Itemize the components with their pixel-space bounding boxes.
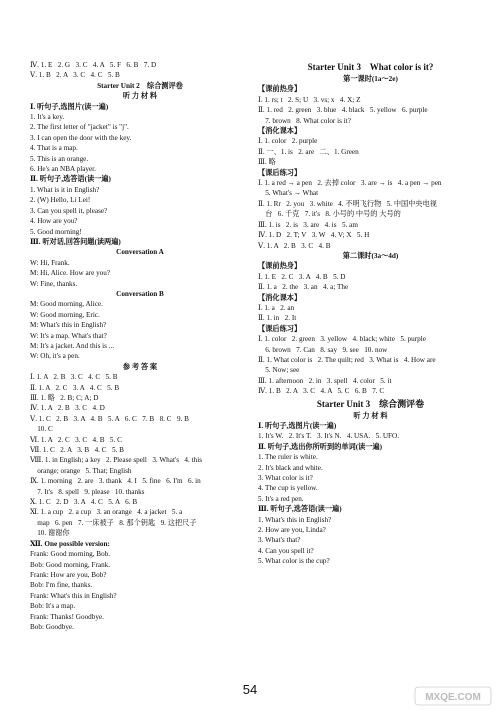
right-line: Ⅰ. 1. E 2. C 3. A 4. B 5. D: [258, 272, 346, 281]
right-line: Ⅴ. 1. A 2. B 3. C 4. B: [258, 241, 331, 250]
left-line: Ⅰ. 1. A 2. B 3. C 4. C 5. B: [30, 373, 118, 382]
left-line: Ⅶ. 1. C 2. A 3. B 4. C 5. B: [30, 446, 124, 455]
left-line: 5. Good morning!: [30, 227, 82, 236]
left-line: Frank: Thanks! Goodbye.: [30, 612, 104, 621]
left-line: Ⅳ. 1. A 2. B 3. C 4. D: [30, 404, 105, 413]
left-line: orange; orange 5. That; English: [30, 466, 132, 475]
right-line: Ⅰ. 1. rs; t 2. S; U 3. vs; x 4. X; Z: [258, 95, 361, 104]
right-line: Ⅳ. 1. D 2. T; V 3. W 4. V; X 5. H: [258, 231, 370, 240]
right-line: 4. The cup is yellow.: [258, 484, 318, 493]
right-line: Ⅱ. 1. Rr 2. you 3. white 4. 不明飞行物 5. 中国中央电视: [258, 199, 437, 208]
left-line: 参 考 答 案: [122, 362, 158, 371]
right-line: 【课后练习】: [258, 324, 302, 333]
left-line: Conversation A: [116, 248, 164, 257]
left-line: W: Oh, it's a pen.: [30, 352, 80, 361]
left-line: Ⅸ. 1. morning 2. are 3. thank 4. I 5. fine 6. I'm 6. in: [30, 477, 201, 486]
left-line: Ⅲ. 听对话,回答问题(读两遍): [30, 237, 121, 246]
left-line: W: Hi, Frank.: [30, 258, 70, 267]
left-line: Frank: Good morning, Bob.: [30, 550, 111, 559]
right-line: Ⅳ. 1. B 2. A 3. C 4. A 5. C 6. B 7. C: [258, 387, 385, 396]
left-line: 6. He's an NBA player.: [30, 165, 96, 174]
left-line: 2. (W) Hello, Li Lei!: [30, 196, 91, 205]
page-number: 54: [242, 682, 258, 697]
right-line: Ⅲ. 1. is 2. is 3. are 4. is 5. am: [258, 220, 358, 229]
left-line: Starter Unit 2 综合测评卷: [97, 81, 183, 90]
right-line: Ⅱ. 一、1. is 2. are 二、1. Green: [258, 147, 359, 156]
right-line: 5. It's a red pen.: [258, 494, 304, 503]
right-line: Ⅰ. 1. color 2. purple: [258, 137, 318, 146]
right-line: 3. What's that?: [258, 536, 301, 545]
left-line: Ⅰ. 听句子,选图片(读一遍): [30, 102, 109, 111]
left-line: M: Hi, Alice. How are you?: [30, 269, 111, 278]
right-line: Ⅰ. 1. a 2. an: [258, 303, 295, 312]
right-line: 5. What color is the cup?: [258, 557, 330, 566]
left-line: 3. I can open the door with the key.: [30, 133, 132, 142]
left-line: map 6. pen 7. 一床被子 8. 那个钥匙 9. 这把尺子: [30, 518, 197, 527]
left-line: 10. C: [30, 425, 53, 434]
left-line: Ⅴ. 1. C 2. B 3. A 4. B 5. A 6. C 7. B 8. C 9. B: [30, 414, 189, 423]
left-line: Ⅱ. 听句子,选答语(读一遍): [30, 175, 111, 184]
left-line: Ⅻ. One possible version:: [30, 539, 110, 548]
left-line: 1. It's a key.: [30, 113, 65, 122]
left-line: Ⅵ. 1. A 2. C 3. C 4. B 5. C: [30, 435, 122, 444]
right-line: 5. Now; see: [258, 366, 300, 375]
right-line: 【消化课本】: [258, 293, 302, 302]
left-line: Bob: Goodbye.: [30, 622, 74, 631]
right-line: Ⅰ. 1. a red → a pen 2. 去掉 color 3. are → is 4. a pen → pen: [258, 179, 442, 188]
left-line: Ⅲ. 1. 略 2. B; C; A; D: [30, 394, 99, 402]
right-line: 5. What's → What: [258, 189, 319, 198]
right-line: Starter Unit 3 What color is it?: [307, 62, 434, 72]
left-line: Frank: How are you, Bob?: [30, 570, 107, 579]
right-line: 【课后练习】: [258, 168, 302, 177]
left-line: 2. The first letter of "jacket" is "j".: [30, 123, 129, 132]
right-line: 第二课时(3a～4d): [342, 251, 399, 260]
right-column: [258, 60, 483, 567]
left-line: 4. That is a map.: [30, 144, 78, 153]
left-line: Conversation B: [116, 289, 164, 298]
left-line: M: What's this in English?: [30, 321, 107, 330]
left-line: Ⅳ. 1. E 2. G 3. C 4. A 5. F 6. B 7. D: [30, 61, 157, 69]
right-line: 4. Can you spell it?: [258, 546, 314, 555]
right-line: Ⅱ. 1. in 2. It: [258, 314, 297, 323]
left-line: Ⅴ. 1. B 2. A 3. C 4. C 5. B: [30, 71, 120, 80]
left-line: 10. 谢谢你: [30, 529, 70, 538]
left-line: 4. How are you?: [30, 217, 78, 226]
watermark-logo: [414, 683, 492, 709]
right-line: 7. brown 8. What color is it?: [258, 116, 351, 125]
left-line: Ⅹ. 1. C 2. D 3. A 4. C 5. A 6. B: [30, 498, 138, 507]
left-line: Ⅺ. 1. a cup 2. a cup 3. an orange 4. a jacket 5. a: [30, 508, 183, 517]
right-line: Ⅱ. 1. red 2. green 3. blue 4. black 5. yellow 6. purple: [258, 106, 428, 115]
left-line: Bob: I'm fine, thanks.: [30, 581, 93, 590]
right-line: 第一课时(1a～2e): [343, 75, 398, 83]
left-line: M: Good morning, Alice.: [30, 300, 103, 309]
right-line: 1. The ruler is white.: [258, 453, 318, 462]
left-line: Ⅷ. 1. in English; a key 2. Please spell 3. What's 4. this: [30, 456, 202, 465]
right-line: 【课前热身】: [258, 262, 302, 271]
right-line: 2. It's black and white.: [258, 463, 323, 472]
right-line: 【课前热身】: [258, 85, 302, 94]
right-line: Ⅱ. 1. What color is 2. The quilt; red 3. What is 4. How are: [258, 355, 436, 364]
right-line: Ⅱ. 听句子,选出你所听到的单词(读一遍): [258, 442, 383, 451]
left-line: Bob: Good morning, Frank.: [30, 560, 111, 569]
right-line: Ⅲ. 略: [258, 158, 276, 167]
right-line: 【消化课本】: [258, 127, 302, 136]
right-line: 6. brown 7. Can 8. say 9. see 10. now: [258, 345, 388, 354]
left-line: 听 力 材 料: [122, 92, 158, 101]
right-line: Ⅰ. 听句子,选图片(读一遍): [258, 422, 337, 430]
left-column: [30, 60, 250, 632]
right-line: Ⅲ. 听句子,选答语(读一遍): [258, 505, 342, 514]
right-line: Ⅱ. 1. a 2. the 3. an 4. a; The: [258, 283, 349, 292]
right-line: Starter Unit 3 综合测评卷: [316, 398, 425, 409]
left-line: W: Fine, thanks.: [30, 279, 78, 288]
left-line: W: It's a map. What's that?: [30, 331, 107, 340]
left-line: M: It's a jacket. And this is ...: [30, 341, 115, 350]
right-line: Ⅰ. 1. color 2. green 3. yellow 4. black; white 5. purple: [258, 335, 426, 344]
right-line: 听 力 材 料: [353, 411, 388, 420]
left-line: Ⅱ. 1. A 2. C 3. A 4. C 5. B: [30, 383, 120, 392]
left-line: 1. What is it in English?: [30, 185, 100, 194]
right-line: 3. What color is it?: [258, 474, 313, 483]
left-line: 7. It's 8. spell 9. please 10. thanks: [30, 487, 145, 496]
left-line: Frank: What's this in English?: [30, 591, 117, 600]
right-line: 台 6. 千克 7. it's 8. 小号的 中号的 大号的: [258, 210, 401, 219]
left-line: 5. This is an orange.: [30, 154, 89, 163]
left-line: 3. Can you spell it, please?: [30, 206, 108, 215]
left-line: Bob: It's a map.: [30, 602, 76, 611]
right-line: Ⅲ. 1. afternoon 2. in 3. spell 4. color 5. it: [258, 376, 392, 385]
right-line: 1. It's W. 2. It's T. 3. It's N. 4. USA. 5. UFO.: [258, 432, 399, 441]
watermark-text: MXQE.COM: [425, 692, 481, 703]
left-line: W: Good morning, Eric.: [30, 310, 100, 319]
right-line: 2. How are you, Linda?: [258, 526, 326, 535]
right-line: 1. What's this in English?: [258, 515, 332, 524]
